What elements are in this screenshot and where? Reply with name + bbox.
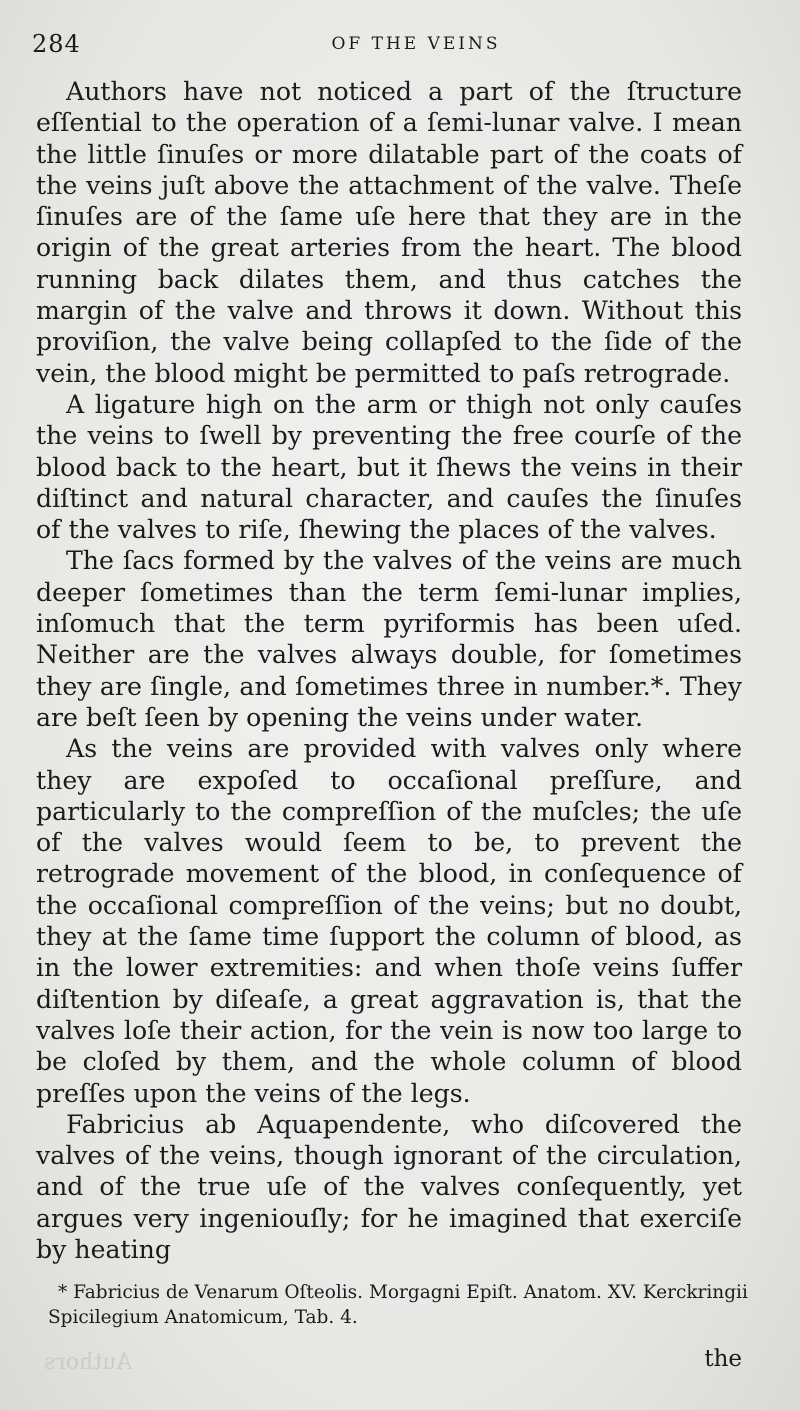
running-head: OF THE VEINS xyxy=(331,34,501,54)
page-number: 284 xyxy=(32,30,81,58)
catchword: the xyxy=(704,1346,742,1372)
show-through-text: Authors xyxy=(44,1350,133,1375)
body-text xyxy=(36,76,742,1265)
footnote: * Fabricius de Venarum Oſteolis. Morgagni Epiſt. Anatom. XV. Kerckringii Spicilegium Anatomicum, Tab. 4. xyxy=(48,1282,748,1328)
paragraph: As the veins are provided with valves only where they are expoſed to occaſional preſſure, and particularly to the compreſſion of the muſcles; the uſe of the valves would ſeem to be, to prevent the retrograde movement of the blood, in conſequence of the occaſional compreſſion of the veins; but no doubt, they at the ſame time ſupport the column of blood, as in the lower extremities: and when thoſe veins ſuffer diſtention by diſeaſe, a great aggravation is, that the valves loſe their action, for the vein is now too large to be cloſed by them, and the whole column of blood preſſes upon the veins of the legs. xyxy=(36,734,742,1108)
page-header xyxy=(32,30,760,60)
paragraph: Fabricius ab Aquapendente, who diſcovered the valves of the veins, though ignorant of the circulation, and of the true uſe of the valves conſequently, yet argues very ingeniouſly; for he imagined that exerciſe by heating xyxy=(36,1109,742,1264)
paragraph: The ſacs formed by the valves of the veins are much deeper ſometimes than the term ſemi-lunar implies, inſomuch that the term pyriformis has been uſed. Neither are the valves always double, for ſometimes they are ſingle, and ſometimes three in number.*. They are beſt ſeen by opening the veins under water. xyxy=(36,546,742,732)
paragraph: A ligature high on the arm or thigh not only cauſes the veins to ſwell by preventing the free courſe of the blood back to the heart, but it ſhews the veins in their diſtinct and natural character, and cauſes the ſinuſes of the valves to riſe, ſhewing the places of the valves. xyxy=(36,389,742,545)
paragraph: Authors have not noticed a part of the ſtructure eſſential to the operation of a ſemi-lunar valve. I mean the little ſinuſes or more dilatable part of the coats of the veins juſt above the attachment of the valve. Theſe ſinuſes are of the ſame uſe here that they are in the origin of the great arteries from the heart. The blood running back dilates them, and thus catches the margin of the valve and throws it down. Without this proviſion, the valve being collapſed to the ſide of the vein, the blood might be permitted to paſs retrograde. xyxy=(36,77,742,388)
